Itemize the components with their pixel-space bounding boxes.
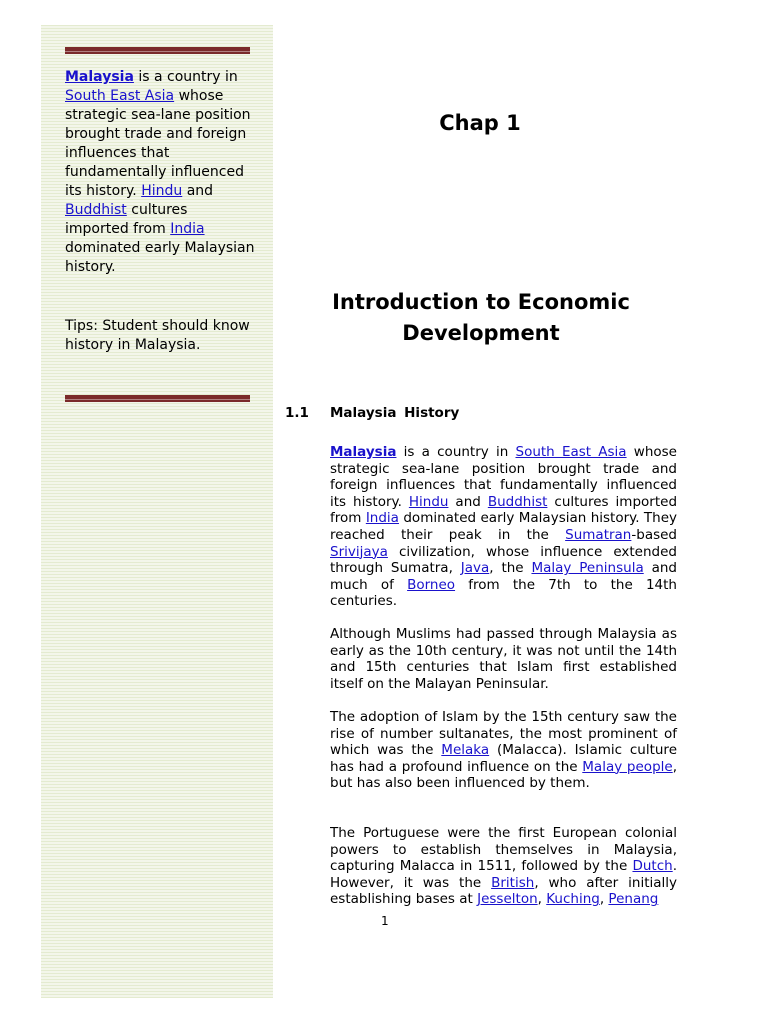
link-kuching[interactable]: Kuching (546, 891, 600, 908)
link-india[interactable]: India (170, 221, 205, 237)
link-srivijaya[interactable]: Srivijaya (330, 543, 388, 560)
text-span: is a country in (133, 69, 238, 85)
text-span: dominated early Malaysian history. (65, 240, 255, 275)
paragraph-2: Although Muslims had passed through Malaysia as early as the 10th century, it was not until the 14th and 15th centuries that Islam first established itself on the Malayan Peninsular. (330, 626, 677, 692)
paragraph-3 (330, 709, 677, 792)
text-span: , (537, 891, 547, 908)
sidebar-top-divider (65, 47, 250, 54)
text-span: , but has also been influenced by them. (330, 758, 677, 792)
text-span: from the 7th to the 14th centuries. (330, 576, 677, 610)
text-span: . However, it was the (330, 858, 677, 891)
text-span: whose strategic sea-lane position brought trade and foreign influences that fundamentally influenced its history. (65, 88, 251, 199)
link-borneo[interactable]: Borneo (407, 576, 456, 593)
link-malay-people[interactable]: Malay people (582, 758, 673, 775)
page-number: 1 (381, 914, 389, 928)
sidebar-tips-text: Tips: Student should know history in Malaysia. (65, 318, 250, 353)
chapter-title: Introduction to Economic Development (332, 290, 630, 345)
text-span: , (599, 891, 609, 908)
paragraph-4 (330, 825, 677, 909)
text-span: and much of (330, 560, 677, 593)
text-span: cultures imported from (65, 202, 188, 237)
text-span: dominated early Malaysian history. They reached their peak in the (330, 510, 677, 543)
link-malaysia[interactable]: Malaysia (330, 444, 397, 460)
chapter-heading: Chap 1 (439, 111, 521, 135)
text-span: , who after initially establishing bases at (330, 874, 677, 908)
link-sumatran[interactable]: Sumatran (565, 526, 632, 543)
text-span: and (448, 493, 488, 510)
link-penang[interactable]: Penang (608, 891, 659, 908)
text-span: -based (631, 526, 677, 543)
link-malay-peninsula[interactable]: Malay Peninsula (531, 560, 644, 577)
link-malaysia[interactable]: Malaysia (65, 69, 134, 85)
text-span: (Malacca). Islamic culture has had a profound influence on the (330, 742, 677, 775)
link-buddhist[interactable]: Buddhist (487, 493, 548, 510)
sidebar-intro-text (65, 68, 255, 277)
link-dutch[interactable]: Dutch (632, 858, 673, 875)
text-span: whose strategic sea-lane position brought trade and foreign influences that fundamentally influenced its history. (330, 444, 677, 510)
section-title: Malaysia History (330, 405, 460, 421)
text-span: cultures imported from (330, 493, 678, 527)
link-melaka[interactable]: Melaka (441, 742, 490, 759)
paragraph-1 (330, 444, 677, 610)
text-span: , the (489, 560, 532, 577)
link-south-east-asia[interactable]: South East Asia (515, 444, 627, 460)
sidebar-bottom-divider (65, 395, 250, 402)
link-india[interactable]: India (365, 510, 399, 527)
link-south-east-asia[interactable]: South East Asia (65, 88, 175, 104)
link-java[interactable]: Java (460, 560, 490, 577)
link-jesselton[interactable]: Jesselton (477, 891, 538, 908)
text-span: civilization, whose influence extended through Sumatra, (330, 543, 677, 577)
link-buddhist[interactable]: Buddhist (65, 202, 127, 218)
text-span: The Portuguese were the first European colonial powers to establish themselves in Malaysia, capturing Malacca in 1511, followed by the (330, 825, 677, 875)
text-span: The adoption of Islam by the 15th century saw the rise of number sultanates, the most prominent of which was the (330, 709, 677, 759)
sidebar-panel (41, 25, 273, 998)
link-british[interactable]: British (491, 874, 535, 891)
link-hindu[interactable]: Hindu (408, 493, 449, 510)
text-span: and (182, 183, 214, 199)
section-number: 1.1 (285, 405, 309, 421)
text-span: is a country in (396, 444, 516, 460)
link-hindu[interactable]: Hindu (141, 183, 183, 199)
